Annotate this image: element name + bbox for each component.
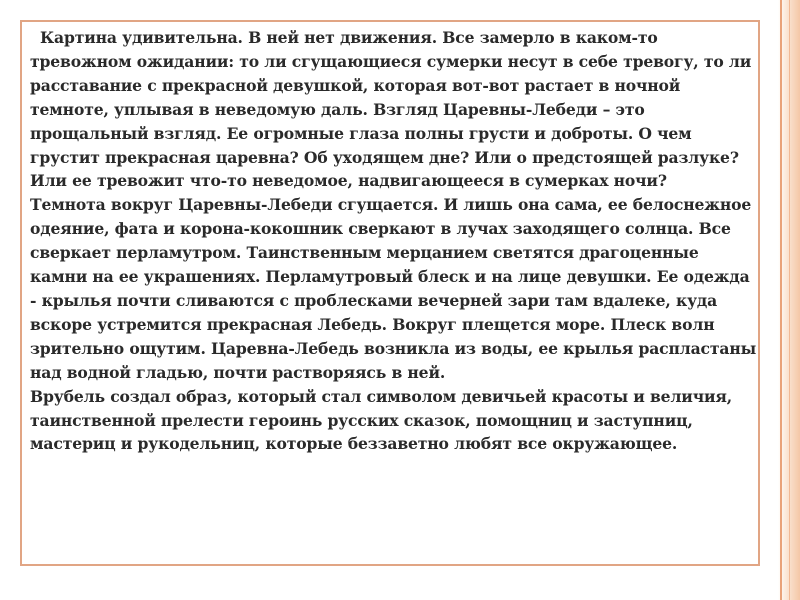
slide-text-body <box>30 26 758 456</box>
paragraph-3: Врубель создал образ, который стал символом девичьей красоты и величия, таинственной прелести героинь русских сказок, помощниц и заступниц, мастериц и рукодельниц, которые беззаветно любят все окружающее. <box>30 386 733 454</box>
decorative-side-line-thin <box>789 0 790 600</box>
decorative-side-line <box>780 0 782 600</box>
paragraph-1: Картина удивительна. В ней нет движения. Все замерло в каком-то тревожном ожидании: то ли сгущающиеся сумерки несут в себе тревогу, то ли расставание с прекрасной девушкой, которая вот-вот растает в ночной темноте, уплывая в неведомую даль. Взгляд Царевны-Лебеди – это прощальный взгляд. Ее огромные глаза полны грусти и доброты. О чем грустит прекрасная царевна? Об уходящем дне? Или о предстоящей разлуке? Или ее тревожит что-то неведомое, надвигающееся в сумерках ночи? <box>30 28 752 191</box>
paragraph-2: Темнота вокруг Царевны-Лебеди сгущается. И лишь она сама, ее белоснежное одеяние, фата и корона-кокошник сверкают в лучах заходящего солнца. Все сверкает перламутром. Таинственным мерцанием светятся драгоценные камни на ее украшениях. Перламутровый блеск и на лице девушки. Ее одежда - крылья почти сливаются с проблесками вечерней зари там вдалеке, куда вскоре устремится прекрасная Лебедь. Вокруг плещется море. Плеск волн зрительно ощутим. Царевна-Лебедь возникла из воды, ее крылья распластаны над водной гладью, почти растворяясь в ней. <box>30 195 757 382</box>
